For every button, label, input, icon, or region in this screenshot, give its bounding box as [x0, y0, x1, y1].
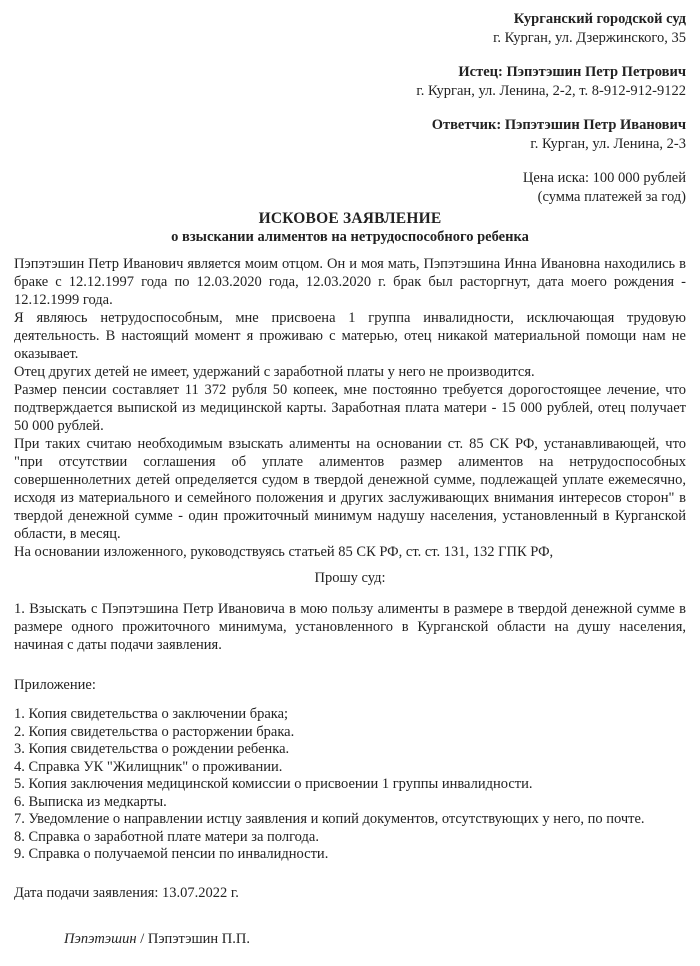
statement-body: [14, 255, 686, 561]
body-paragraph: На основании изложенного, руководствуясь статьей 85 СК РФ, ст. ст. 131, 132 ГПК РФ,: [14, 544, 554, 560]
plaintiff-block: [14, 63, 686, 101]
body-paragraph: Я являюсь нетрудоспособным, мне присвоена 1 группа инвалидности, исключающая трудовую деятельность. В настоящий момент я проживаю с матерью, отец никакой материальной помощи нам не оказывает.: [14, 310, 686, 362]
signature-separator: /: [136, 930, 148, 947]
filing-date: Дата подачи заявления: 13.07.2022 г.: [14, 884, 239, 901]
attachments-list: [14, 706, 686, 864]
body-paragraph: Пэпэтэшин Петр Иванович является моим отцом. Он и моя мать, Пэпэтэшина Инна Ивановна находились в браке с 12.12.1997 года по 12.03.2020 года, 12.03.2020 г. брак был расторгнут, дата моего рождения - 12.12.1999 года.: [14, 256, 686, 308]
handwritten-signature: Пэпэтэшин: [64, 930, 137, 947]
document-header: [14, 10, 686, 207]
defendant-address: г. Курган, ул. Ленина, 2-3: [530, 136, 686, 152]
request-section: [14, 600, 686, 654]
attachment-item: 2. Копия свидетельства о расторжении брака.: [14, 723, 295, 740]
request-item: 1. Взыскать с Пэпэтэшина Петр Ивановича в мою пользу алименты в размере в твердой денежной сумме в размере одного прожиточного минимума, установленного в Курганской области на душу населения, начиная с даты подачи заявления.: [14, 601, 686, 653]
plaintiff-name: Истец: Пэпэтэшин Петр Петрович: [458, 64, 686, 80]
body-paragraph: При таких считаю необходимым взыскать алименты на основании ст. 85 СК РФ, устанавливающей, что "при отсутствии соглашения об уплате алиментов размер алиментов на нетрудоспособных совершеннолетних детей определяется судом в твердой денежной сумме, подлежащей уплате ежемесячно, исходя из материального и семейного положения и других заслуживающих внимания интересов сторон" в твердой денежной сумме - один прожиточный минимум надушу населения, установленный в Курганской области, в месяц.: [14, 436, 686, 542]
attachment-item: 5. Копия заключения медицинской комиссии о присвоении 1 группы инвалидности.: [14, 776, 533, 792]
signature-line: [64, 930, 686, 948]
document-subtitle: о взыскании алиментов на нетрудоспособного ребенка: [171, 229, 529, 245]
defendant-block: [14, 116, 686, 154]
attachment-item: 6. Выписка из медкарты.: [14, 793, 167, 810]
attachments-heading: Приложение:: [14, 677, 96, 693]
plaintiff-address: г. Курган, ул. Ленина, 2-2, т. 8-912-912-9122: [416, 83, 686, 99]
document-title: ИСКОВОЕ ЗАЯВЛЕНИЕ: [258, 210, 442, 227]
body-paragraph: Отец других детей не имеет, удержаний с заработной платы у него не производится.: [14, 364, 535, 380]
attachment-item: 9. Справка о получаемой пенсии по инвалидности.: [14, 846, 329, 862]
claim-price: Цена иска: 100 000 рублей: [522, 170, 686, 186]
attachment-item: 7. Уведомление о направлении истцу заявления и копий документов, отсутствующих у него, по почте.: [14, 811, 645, 827]
court-name: Курганский городской суд: [513, 11, 686, 27]
attachment-item: 4. Справка УК "Жилищник" о проживании.: [14, 758, 283, 775]
body-paragraph: Размер пенсии составляет 11 372 рубля 50 копеек, мне постоянно требуется дорогостоящее лечение, что подтверждается выпиской из медицинской карты. Заработная плата матери - 15 000 рублей, отец получает 50 000 рублей.: [14, 382, 686, 434]
claim-price-block: [14, 169, 686, 207]
court-address: г. Курган, ул. Дзержинского, 35: [493, 30, 686, 46]
request-heading: Прошу суд:: [314, 570, 386, 586]
attachment-item: 1. Копия свидетельства о заключении брака;: [14, 706, 289, 722]
attachment-item: 8. Справка о заработной плате матери за полгода.: [14, 828, 319, 845]
attachment-item: 3. Копия свидетельства о рождении ребенка.: [14, 741, 290, 757]
claim-price-note: (сумма платежей за год): [537, 189, 686, 205]
signature-typed-name: Пэпэтэшин П.П.: [147, 930, 250, 947]
defendant-name: Ответчик: Пэпэтэшин Петр Иванович: [431, 117, 686, 133]
court-block: [14, 10, 686, 48]
